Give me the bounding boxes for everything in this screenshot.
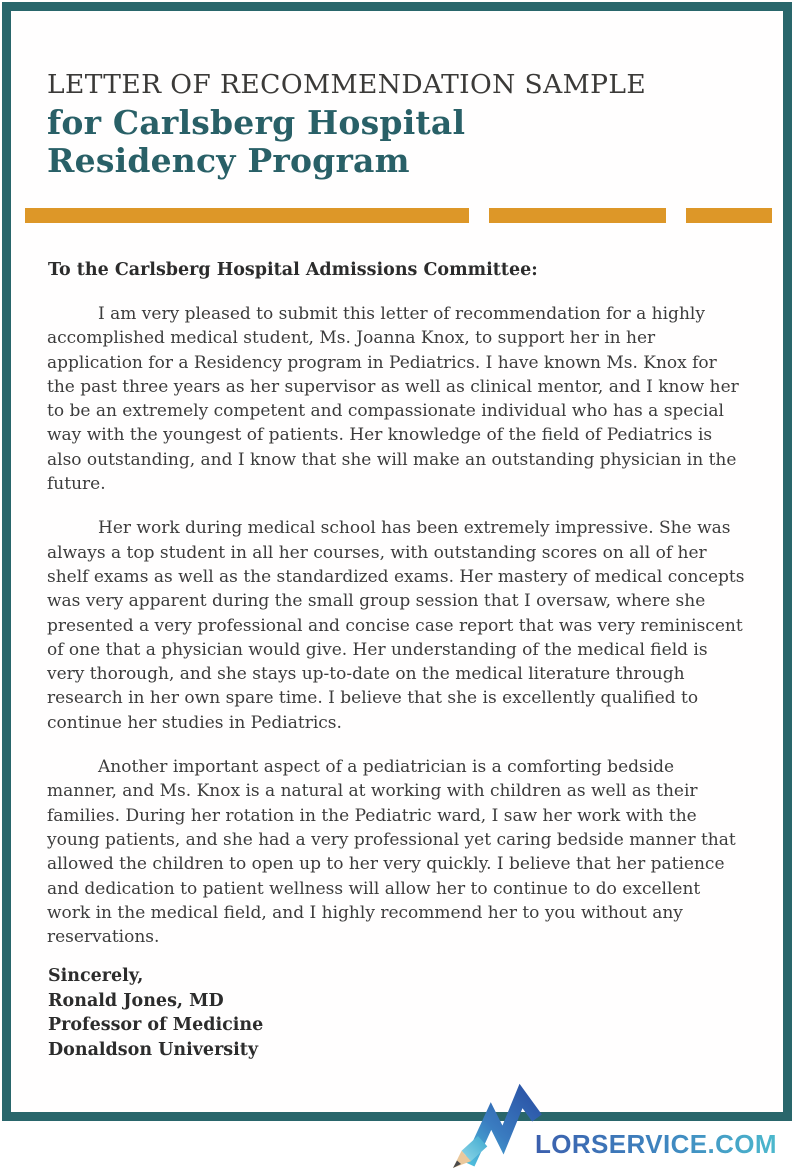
accent-bar-medium — [489, 208, 666, 223]
signer-name: Ronald Jones, MD — [48, 989, 748, 1013]
program-title-line2: Residency Program — [47, 142, 748, 180]
accent-bar-short — [686, 208, 772, 223]
letter-paragraph-3: Another important aspect of a pediatrician is a comforting bedside manner, and Ms. Knox is a natural at working with children as well as their families. During her rotation in the Pediatric ward, I saw her work with the young patients, and she had a very professional yet caring bedside manner that allowed the children to open up to her very quickly. I believe that her patience and dedication to patient wellness will allow her to continue to do excellent work in the medical field, and I highly recommend her to you without any reservations. — [47, 755, 748, 949]
salutation: To the Carlsberg Hospital Admissions Committee: — [48, 258, 748, 282]
signer-university: Donaldson University — [48, 1038, 748, 1062]
accent-bar-long — [25, 208, 469, 223]
letter-paragraph-2: Her work during medical school has been extremely impressive. She was always a top student in all her courses, with outstanding scores on all of her shelf exams as well as the standardized exams. Her mastery of medical concepts was very apparent during the small group session that I oversaw, where she presented a very professional and concise case report that was very reminiscent of one that a physician would give. Her understanding of the medical field is very thorough, and she stays up-to-date on the medical literature through research in her own spare time. I believe that she is excellently qualified to continue her studies in Pediatrics. — [47, 516, 748, 735]
accent-divider — [25, 208, 772, 223]
signature-block — [48, 964, 748, 1062]
signer-title: Professor of Medicine — [48, 1013, 748, 1037]
program-title-line1: for Carlsberg Hospital — [47, 104, 748, 142]
program-title — [47, 104, 748, 180]
brand-text: LORSERVICE.COM — [535, 1129, 777, 1160]
letter-paragraph-1: I am very pleased to submit this letter of recommendation for a highly accomplished medical student, Ms. Joanna Knox, to support her in her application for a Residency program in Pediatrics. I have known Ms. Knox for the past three years as her supervisor as well as clinical mentor, and I know her to be an extremely competent and compassionate individual who has a special way with the youngest of patients. Her knowledge of the field of Pediatrics is also outstanding, and I know that she will make an outstanding physician in the future. — [47, 302, 748, 496]
lorservice-logo — [447, 1086, 777, 1168]
closing-sincerely: Sincerely, — [48, 964, 748, 988]
page-border — [2, 2, 792, 1121]
letter-sample-heading: LETTER OF RECOMMENDATION SAMPLE — [47, 67, 748, 103]
page-content — [11, 67, 783, 1168]
